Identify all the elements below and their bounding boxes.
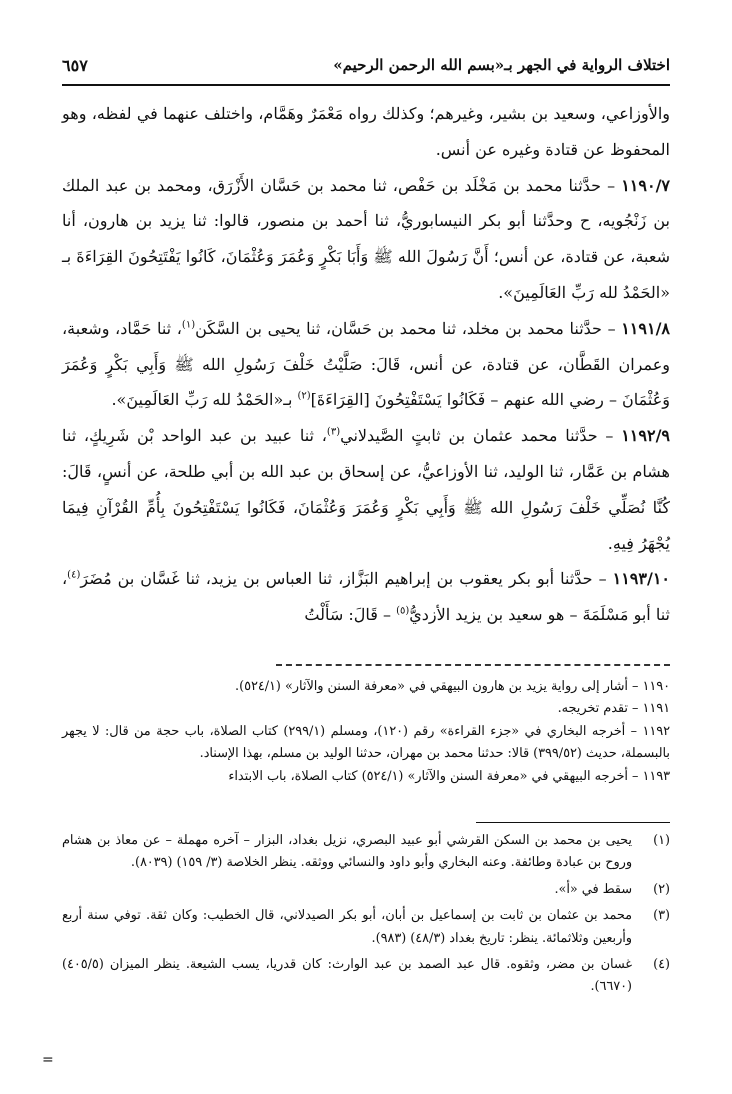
takhrij-note: ١١٩١ – تقدم تخريجه. [557, 701, 670, 717]
footnote [62, 879, 670, 901]
footnote-text: غسان بن مضر، وثقوه. قال عبد الصمد بن عبد الوارث: كان قدريا، يسب الشيعة. ينظر الميزان (٤٠٥/٥) (٦٦٧٠). [62, 957, 632, 995]
footnote-text: يحيى بن محمد بن السكن القرشي أبو عبيد البصري، نزيل بغداد، البزار – آخره مهملة – عن معاذ بن هشام وروح بن عبادة وطائفة. وعنه البخاري وأبو داود والنسائي ووثقه. ينظر الخلاصة (٣/ ١٥٩) (٨٠٣٩). [62, 833, 632, 871]
hadith-number: ١١٩٢/٩ [621, 426, 670, 446]
takhrij-notes [62, 676, 670, 788]
takhrij-separator [276, 664, 670, 666]
footnotes [62, 830, 670, 1003]
hadith-1193 [62, 561, 670, 633]
footnote [62, 830, 670, 875]
hadith-text: – حدَّثنا محمد بن مخلد، ثنا محمد بن حَسَّان، ثنا يحيى بن السَّكَن [195, 318, 622, 338]
footnote-separator [476, 822, 670, 823]
footnote-number: (٢) [653, 881, 670, 897]
hadith-1190 [62, 168, 670, 311]
footnote-text: محمد بن عثمان بن ثابت بن إسماعيل بن أبان، أبو بكر الصيدلاني، قال الخطيب: وكان ثقة. توفي سنة أربع وأربعين وثلاثمائة. ينظر: تاريخ بغداد (٤٨/٣) (٩٨٣). [62, 908, 632, 946]
hadith-number: ١١٩١/٨ [621, 318, 670, 338]
hadith-text: – حدَّثنا أبو بكر يعقوب بن إبراهيم البَزَّاز، ثنا العباس بن يزيد، ثنا غَسَّان بن مُضَرَ [80, 569, 613, 589]
continuation-mark: = [42, 1052, 54, 1068]
footnote-ref[interactable]: (٥) [396, 605, 410, 617]
takhrij-note: ١١٩٢ – أخرجه البخاري في «جزء القراءة» رقم (١٢٠)، ومسلم (٢٩٩/١) كتاب الصلاة، باب حجة من قال: لا يجهر بالبسملة، حديث (٣٩٩/٥٢) قالا: حدثنا محمد بن مهران، حدثنا الوليد بن مسلم، بهذا الإسناد. [62, 723, 670, 762]
takhrij-note: ١١٩٠ – أشار إلى رواية يزيد بن هارون البيهقي في «معرفة السنن والآثار» (٥٢٤/١). [235, 679, 670, 694]
main-text [62, 96, 670, 633]
hadith-text: – قَالَ: سَأَلْتُ [304, 605, 397, 625]
footnote-ref[interactable]: (١) [181, 319, 196, 331]
intro-paragraph: والأوزاعي، وسعيد بن بشير، وغيرهم؛ وكذلك رواه مَعْمَرٌ وهَمَّام، واختلف عنهما في لفظه، وهو المحفوظ عن قتادة وغيره عن أنس. [62, 104, 670, 159]
hadith-text: – حدَّثنا محمد عثمان بن ثابتٍ الصَّيدلاني [340, 426, 622, 446]
footnote-ref[interactable]: (٣) [326, 426, 341, 438]
hadith-text: ، ثنا أبو مَسْلَمَةَ – هو سعيد بن يزيد الأزديُّ [62, 569, 670, 625]
header-rule [62, 84, 670, 86]
hadith-text: ، ثنا عبيد بن عبد الواحد بْن شَرِيكٍ، ثنا هشام بن عَمَّار، ثنا الوليد، ثنا الأوزاعيُّ، عن إسحاق بن عبد الله بن أبي طلحة، عن أنسٍ، قَالَ: كُنَّا نُصَلِّي خَلْفَ رَسُولِ الله ﷺ وَأَبِي بَكْرٍ وَعُمَرَ وَعُثْمَانَ، فَكَانُوا يَسْتَفْتِحُونَ بِأُمِّ القُرْآنِ فِيمَا يُجْهَرُ فِيهِ. [62, 426, 670, 553]
footnote [62, 905, 670, 950]
footnote-ref[interactable]: (٤) [67, 570, 81, 582]
hadith-number: ١١٩٠/٧ [621, 175, 670, 195]
footnote-number: (٤) [653, 957, 670, 973]
footnote [62, 954, 670, 999]
running-title: اختلاف الرواية في الجهر بـ«بسم الله الرحمن الرحيم» [333, 56, 670, 74]
hadith-text: ، ثنا حَمَّاد، وشعبة، وعمران القَطَّان، عن قتادة، عن أنس، قَالَ: صَلَّيْتُ خَلْفَ رَسُولِ الله ﷺ وَأَبِي بَكْرٍ وَعُمَرَ وَعُثْمَانَ – رضي الله عنهم – فَكَانُوا يَسْتَفْتِحُونَ [القِرَاءَةَ] [62, 318, 670, 410]
page-header [62, 52, 670, 86]
hadith-text: بـ«الحَمْدُ لله رَبِّ العَالَمِينَ». [111, 390, 298, 410]
footnote-number: (٣) [653, 908, 670, 924]
hadith-1192 [62, 418, 670, 561]
hadith-1191 [62, 311, 670, 418]
footnote-text: سقط في «أ». [554, 881, 632, 897]
page-number: ٦٥٧ [62, 56, 88, 75]
takhrij-note: ١١٩٣ – أخرجه البيهقي في «معرفة السنن والآثار» (٥٢٤/١) كتاب الصلاة، باب الابتداء [228, 768, 670, 784]
footnote-number: (١) [653, 833, 670, 848]
hadith-number: ١١٩٣/١٠ [612, 569, 670, 589]
footnote-ref[interactable]: (٢) [297, 391, 311, 403]
hadith-text: – حدَّثنا محمد بن مَخْلَد بن حَفْص، ثنا محمد بن حَسَّان الأَزْرَق، ومحمد بن عبد الملك بن زَنْجُويه، ح وحدَّثنا أبو بكر النيسابوريُّ، ثنا أحمد بن منصور، قالوا: ثنا يزيد بن هارون، أنا شعبة، عن قتادة، عن أنس؛ أَنَّ رَسُولَ الله ﷺ وَأَبَا بَكْرٍ وَعُمَرَ وَعُثْمَانَ، كَانُوا يَفْتَتِحُونَ القِرَاءَةَ بـ «الحَمْدُ لله رَبِّ العَالَمِينَ». [62, 175, 670, 302]
